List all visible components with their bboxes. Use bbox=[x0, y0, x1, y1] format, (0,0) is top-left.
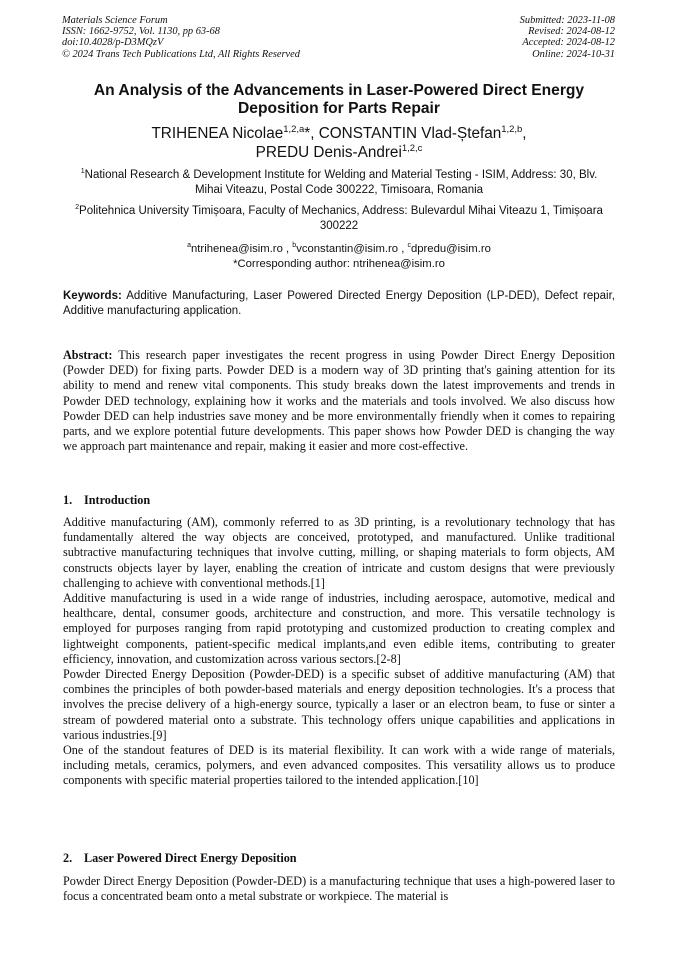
email-link[interactable]: ntrihenea@isim.ro , bbox=[191, 243, 293, 255]
accepted-date: Accepted: 2024-08-12 bbox=[522, 37, 615, 49]
affiliation-text: Politehnica University Timișoara, Faculty of Mechanics, Address: Bulevardul Mihai Viteazu 1, Timișoara 300222 bbox=[79, 205, 603, 232]
paragraph: Additive manufacturing is used in a wide range of industries, including aerospace, automotive, medical and healthcare, dental, consumer goods, architecture and construction, and more. This versatile technology is employed for purposes ranging from rapid prototyping and customized production to creating complex and lightweight components, patient-specific medical implants,and even edible items, contributing to greater efficiency, innovation, and customization across various sectors.[2-8] bbox=[63, 591, 615, 666]
affiliation-2 bbox=[70, 204, 608, 234]
paper-title: An Analysis of the Advancements in Laser-Powered Direct Energy Deposition for Parts Repair bbox=[93, 82, 585, 117]
keywords-label: Keywords: bbox=[63, 290, 122, 302]
online-date: Online: 2024-10-31 bbox=[532, 48, 615, 60]
section-number: 2. bbox=[63, 851, 73, 865]
email-sup: b bbox=[292, 242, 297, 250]
paragraph: Powder Directed Energy Deposition (Powder-DED) is a specific subset of additive manufacturing (AM) that combines the principles of both powder-based materials and energy deposition technologies. It's a process that involves the precise delivery of a high-energy source, typically a laser or an electron beam, to fuse or sinter a stream of powdered material onto a substrate. This technology offers unique capabilities and applications in various industries.[9] bbox=[63, 667, 615, 742]
section-2-body bbox=[63, 874, 615, 904]
section-heading-lp-ded bbox=[63, 851, 615, 866]
section-title: Introduction bbox=[84, 493, 151, 507]
email-list bbox=[70, 242, 608, 257]
affiliation-1 bbox=[70, 168, 608, 198]
section-title: Laser Powered Direct Energy Deposition bbox=[84, 851, 297, 865]
affiliation-sup: 2 bbox=[75, 203, 80, 212]
journal-header-right bbox=[520, 15, 615, 60]
abstract-label: Abstract: bbox=[63, 348, 113, 362]
section-number: 1. bbox=[63, 493, 73, 507]
paragraph: One of the standout features of DED is its material flexibility. It can work with a wide range of materials, including metals, ceramics, polymers, and even advanced composites. This versatility allows us to produce components with specific material properties tailored to the intended application.[10] bbox=[63, 743, 615, 788]
author-sup: 1,2,b bbox=[501, 123, 523, 135]
author-name: CONSTANTIN Vlad-Ștefan bbox=[318, 125, 502, 142]
issn: ISSN: 1662-9752, Vol. 1130, pp 63-68 bbox=[62, 26, 220, 38]
email-link[interactable]: dpredu@isim.ro bbox=[410, 243, 491, 255]
copyright: © 2024 Trans Tech Publications Ltd, All Rights Reserved bbox=[62, 48, 300, 60]
paragraph: Powder Direct Energy Deposition (Powder-DED) is a manufacturing technique that uses a high-powered laser to focus a concentrated beam onto a metal substrate or workpiece. The material is bbox=[63, 874, 615, 904]
email-block bbox=[70, 242, 608, 271]
keywords-text: Additive Manufacturing, Laser Powered Directed Energy Deposition (LP-DED), Defect repair, Additive manufacturing application. bbox=[63, 290, 615, 317]
email-sup: a bbox=[187, 242, 192, 250]
abstract-text: This research paper investigates the recent progress in using Powder Direct Energy Deposition (Powder DED) for fixing parts. Powder DED is a modern way of 3D printing that's gaining attention for its ability to mend and renew vital components. This study breaks down the latest improvements and trends in Powder DED technology, explaining how it works and the materials and tools involved. We also discuss how Powder DED can help industries save money and be more environmentally friendly when it comes to repairing parts, and we explore potential future developments. This paper shows how Powder DED is changing the way we approach part maintenance and repair, making it easier and more cost-effective. bbox=[63, 348, 615, 454]
paragraph: Additive manufacturing (AM), commonly referred to as 3D printing, is a revolutionary technology that has fundamentally altered the way objects are conceived, prototyped, and manufactured. Unlike traditional subtractive manufacturing techniques that involve cutting, milling, or shaping materials to form objects, AM constructs objects layer by layer, enabling the creation of intricate and custom designs that were previously challenging to achieve with conventional methods.[1] bbox=[63, 515, 615, 590]
keywords bbox=[63, 289, 615, 319]
corresponding-author: *Corresponding author: ntrihenea@isim.ro bbox=[233, 257, 445, 270]
introduction-body bbox=[63, 515, 615, 789]
doi: doi:10.4028/p-D3MQzV bbox=[62, 37, 164, 49]
submitted-date: Submitted: 2023-11-08 bbox=[519, 15, 615, 26]
journal-header-left bbox=[62, 15, 300, 60]
abstract bbox=[63, 348, 615, 454]
email-link[interactable]: vconstantin@isim.ro , bbox=[296, 243, 408, 255]
author-sup: 1,2,a bbox=[283, 123, 305, 135]
author-sup: 1,2,c bbox=[401, 142, 423, 154]
email-sup: c bbox=[407, 242, 411, 250]
journal-name: Materials Science Forum bbox=[62, 15, 168, 26]
author-name: TRIHENEA Nicolae bbox=[151, 125, 284, 142]
revised-date: Revised: 2024-08-12 bbox=[528, 26, 615, 38]
affiliation-text: National Research & Development Institute for Welding and Material Testing - ISIM, Address: 30, Blv. Mihai Viteazu, Postal Code 300222, Timisoara, Romania bbox=[84, 169, 598, 196]
author-list bbox=[70, 124, 608, 162]
author-sep: , bbox=[522, 125, 527, 142]
author-name: PREDU Denis-Andrei bbox=[255, 144, 402, 161]
section-heading-introduction bbox=[63, 493, 615, 508]
affiliation-sup: 1 bbox=[80, 167, 85, 176]
author-sep: *, bbox=[304, 125, 319, 142]
